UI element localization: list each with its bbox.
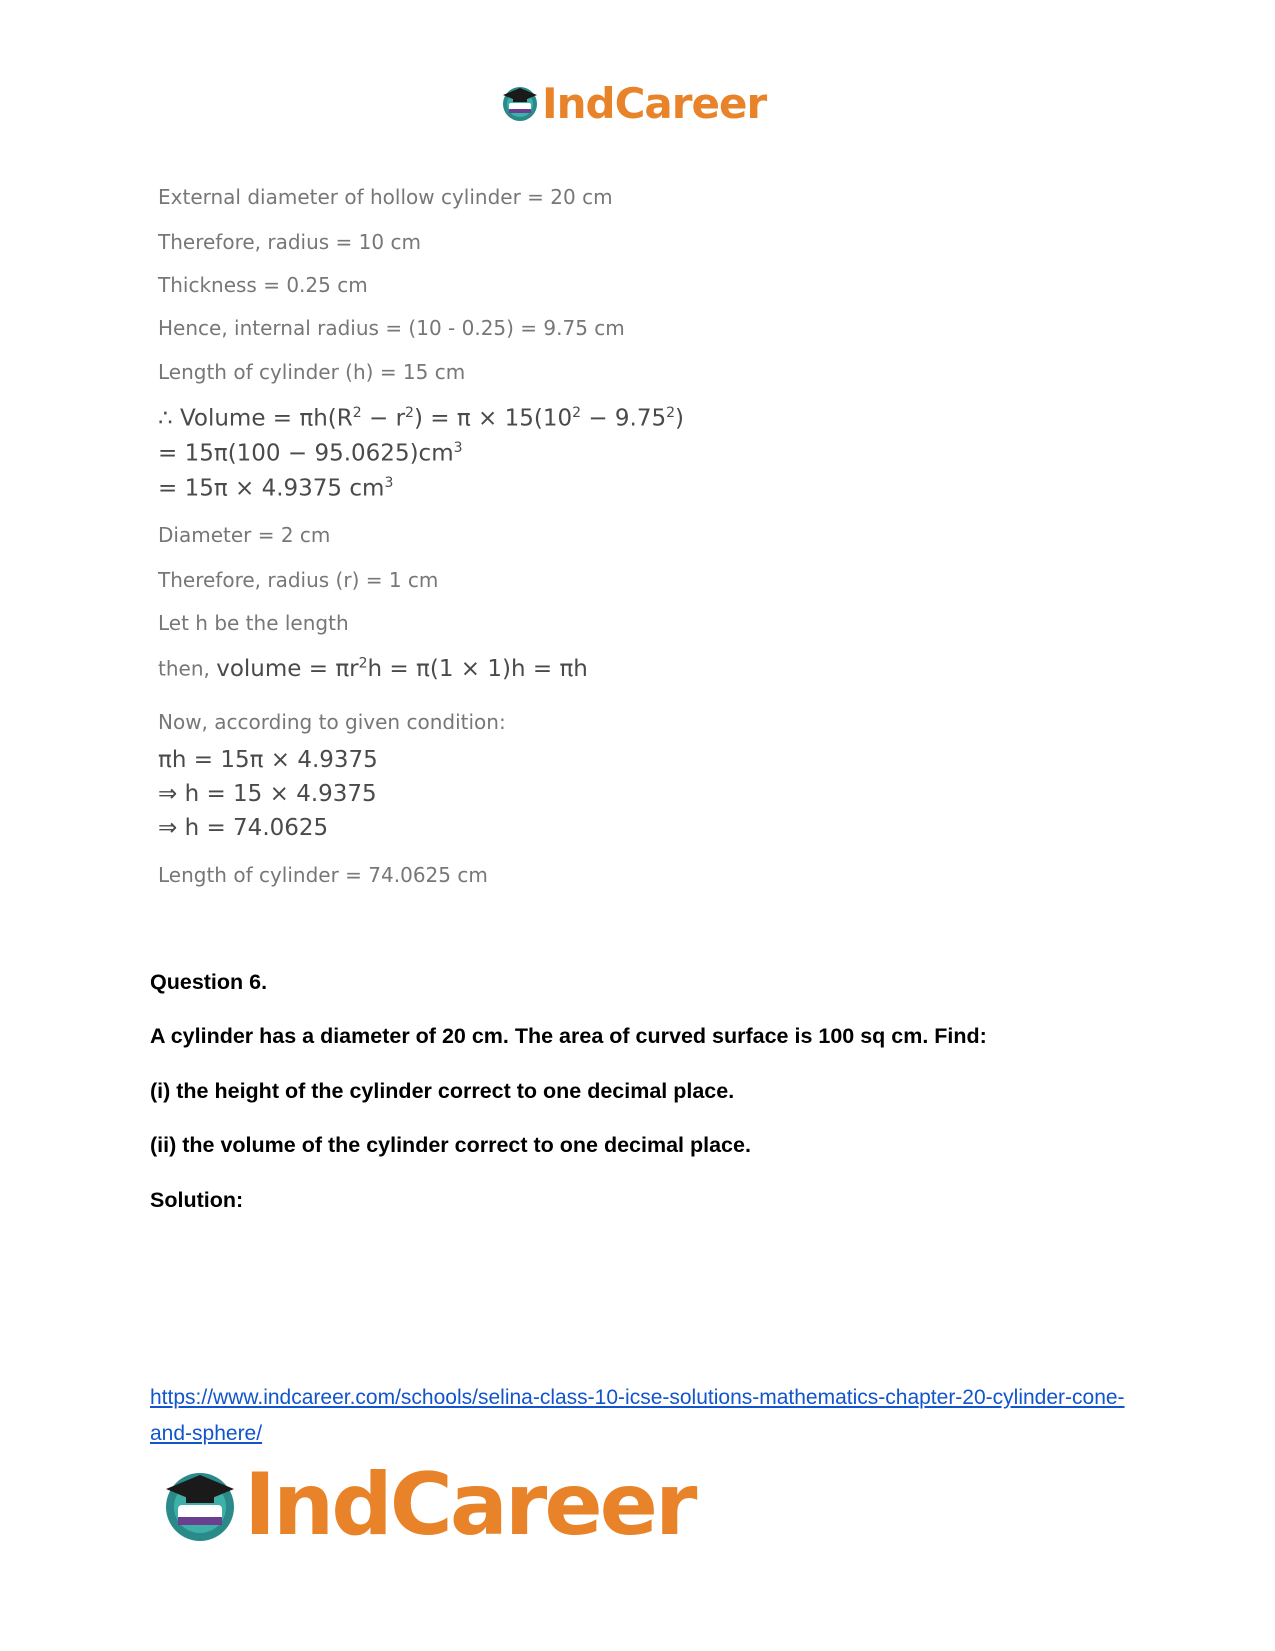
header-logo [500,80,766,126]
condition-line: Now, according to given condition: [158,710,506,734]
volume-formula-line: ∴ Volume = $\pi h(R^2 - r^2) = \pi \times 15(10^2 - 9.75^2)$ [158,405,685,432]
volume-formula-line: = 15π × 4.9375 $cm^3$ [158,475,394,502]
condition-math-line: ⇒ h = 74.0625 [158,815,329,841]
solution-label: Solution: [150,1188,244,1212]
volume-formula-line: = $15\pi(100 - 95.0625)cm^3$ [158,440,463,467]
result-line: Length of cylinder = 74.0625 cm [158,863,488,887]
step-line: Therefore, radius = 10 cm [158,230,421,254]
step-line: Let h be the length [158,611,349,635]
question-heading: Question 6. [150,970,268,994]
source-link[interactable]: https://www.indcareer.com/schools/selina-class-10-icse-solutions-mathematics-chapter-20-cylinder-cone-and-sphere/ [150,1386,1125,1445]
footer-logo [160,1455,695,1555]
graduation-cap-globe-icon [500,83,540,123]
step-line: Hence, internal radius = (10 - 0.25) = 9.75 cm [158,316,625,340]
step-line: Length of cylinder (h) = 15 cm [158,360,466,384]
logo-text: IndCareer [244,1455,695,1555]
step-line: External diameter of hollow cylinder = 20 cm [158,185,613,209]
question-part-1: (i) the height of the cylinder correct to one decimal place. [150,1079,735,1103]
question-part-2: (ii) the volume of the cylinder correct to one decimal place. [150,1133,751,1157]
condition-math-line: πh = 15π × 4.9375 [158,747,378,773]
question-text: A cylinder has a diameter of 20 cm. The area of curved surface is 100 sq cm. Find: [150,1024,987,1048]
graduation-cap-globe-icon [160,1465,240,1545]
step-line: Thickness = 0.25 cm [158,273,368,297]
step-line: Therefore, radius (r) = 1 cm [158,568,439,592]
step-line: Diameter = 2 cm [158,523,331,547]
then-volume-line: then, volume = $\pi r^2h = \pi(1 \times 1)h = \pi h$ [158,655,588,682]
logo-text: IndCareer [542,78,767,128]
condition-math-line: ⇒ h = 15 × 4.9375 [158,781,377,807]
